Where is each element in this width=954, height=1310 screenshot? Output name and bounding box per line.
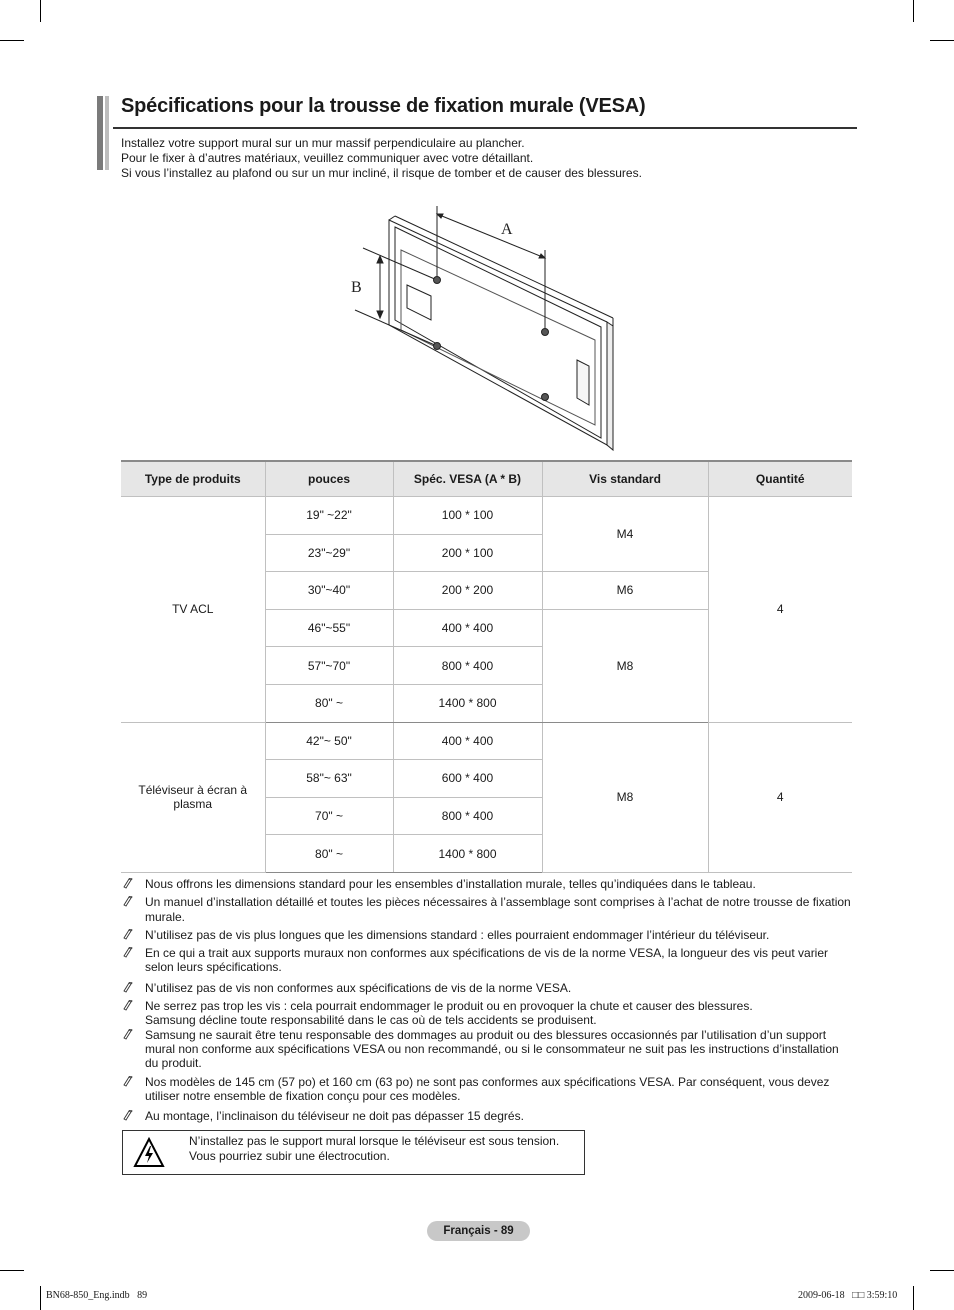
note-icon: [123, 896, 133, 907]
screw-cell: M8: [542, 609, 708, 722]
vesa-cell: 400 * 400: [393, 722, 542, 760]
list-item: [121, 1075, 853, 1104]
inches-cell: 46"~55": [265, 609, 393, 647]
crop-mark: [930, 1270, 954, 1271]
note-text: Samsung décline toute responsabilité dans le cas où de tels accidents se produisent.: [145, 1013, 597, 1028]
inches-cell: 80" ~: [265, 684, 393, 722]
product-type-cell: Téléviseur à écran à plasma: [121, 722, 265, 872]
vesa-spec-table: [121, 460, 852, 873]
crop-mark: [40, 0, 41, 22]
note-text: Au montage, l’inclinaison du téléviseur ne doit pas dépasser 15 degrés.: [145, 1109, 524, 1124]
list-item: [121, 1109, 853, 1123]
page-title: Spécifications pour la trousse de fixation murale (VESA): [121, 95, 646, 117]
dimension-a-label: A: [501, 221, 513, 238]
header-standard-screw: Vis standard: [542, 461, 708, 497]
header-quantity: Quantité: [708, 461, 852, 497]
note-text: Nous offrons les dimensions standard pour les ensembles d’installation murale, telles qu’indiquées dans le tableau.: [145, 877, 756, 891]
vesa-cell: 1400 * 800: [393, 684, 542, 722]
warning-box: [122, 1130, 585, 1175]
title-accent-bar: [97, 96, 103, 170]
crop-mark: [913, 0, 914, 22]
electric-shock-warning-icon: [133, 1137, 165, 1169]
list-item: [121, 877, 853, 891]
inches-cell: 70" ~: [265, 797, 393, 835]
note-icon: [123, 929, 133, 940]
note-icon: [123, 1029, 133, 1040]
vesa-cell: 100 * 100: [393, 497, 542, 535]
list-item: [121, 946, 853, 975]
inches-cell: 42"~ 50": [265, 722, 393, 760]
vesa-cell: 1400 * 800: [393, 835, 542, 873]
note-text: Samsung ne saurait être tenu responsable des dommages au produit ou des blessures occasionnés par l’utilisation d’un support mural non conforme aux spécifications VESA ou non recommandé, ou si le consommateur ne suit pas les instructions d’installation du produit.: [145, 1027, 839, 1071]
table-row: [121, 722, 852, 760]
quantity-cell: 4: [708, 497, 852, 723]
warning-line: Vous pourriez subir une électrocution.: [189, 1149, 390, 1163]
list-item: [121, 928, 853, 942]
quantity-cell: 4: [708, 722, 852, 872]
intro-line: Si vous l’installez au plafond ou sur un mur incliné, il risque de tomber et de causer des blessures.: [121, 166, 642, 180]
inches-cell: 23"~29": [265, 534, 393, 572]
title-accent-bar: [105, 96, 109, 170]
note-icon: [123, 1110, 133, 1121]
notes-list: [121, 877, 853, 1127]
crop-mark: [930, 40, 954, 41]
product-type-cell: TV ACL: [121, 497, 265, 723]
screw-cell: M4: [542, 497, 708, 572]
footer-date-info: 2009-06-18 □□ 3:59:10: [798, 1290, 898, 1301]
crop-mark: [0, 40, 24, 41]
vesa-cell: 400 * 400: [393, 609, 542, 647]
vesa-cell: 200 * 100: [393, 534, 542, 572]
note-text: N’utilisez pas de vis non conformes aux spécifications de vis de la norme VESA.: [145, 980, 572, 995]
note-text: Ne serrez pas trop les vis : cela pourrait endommager le produit ou en provoquer la chute et causer des blessures.: [145, 999, 753, 1014]
note-text: Nos modèles de 145 cm (57 po) et 160 cm (63 po) ne sont pas conformes aux spécifications VESA. Par conséquent, vous devez utiliser notre ensemble de fixation conçu pour ces modèles.: [145, 1074, 830, 1103]
note-text: En ce qui a trait aux supports muraux non conformes aux spécifications de vis de la norme VESA, la longueur des vis peut varier selon leurs spécifications.: [145, 946, 829, 975]
crop-mark: [913, 1286, 914, 1310]
table-header-row: [121, 461, 852, 497]
note-icon: [123, 982, 133, 993]
tv-back-illustration: [345, 200, 625, 455]
title-rule: [113, 127, 857, 129]
list-item: [121, 1028, 853, 1071]
header-inches: pouces: [265, 461, 393, 497]
intro-text: [121, 136, 642, 181]
vesa-cell: 600 * 400: [393, 760, 542, 798]
note-icon: [123, 1000, 133, 1011]
dimension-b-label: B: [351, 279, 362, 296]
vesa-cell: 800 * 400: [393, 797, 542, 835]
screw-cell: M6: [542, 572, 708, 610]
note-text: N’utilisez pas de vis plus longues que les dimensions standard : elles pourraient endommager l’intérieur du téléviseur.: [145, 927, 770, 942]
list-item: [121, 999, 853, 1013]
screw-cell: M8: [542, 722, 708, 872]
vesa-cell: 200 * 200: [393, 572, 542, 610]
page-number-badge: Français - 89: [427, 1221, 530, 1241]
list-item: [121, 981, 853, 995]
inches-cell: 58"~ 63": [265, 760, 393, 798]
warning-text: [189, 1134, 559, 1164]
header-vesa-spec: Spéc. VESA (A * B): [393, 461, 542, 497]
vesa-cell: 800 * 400: [393, 647, 542, 685]
list-item-continuation: [121, 1013, 853, 1027]
crop-mark: [0, 1270, 24, 1271]
crop-mark: [40, 1286, 41, 1310]
inches-cell: 30"~40": [265, 572, 393, 610]
intro-line: Pour le fixer à d’autres matériaux, veuillez communiquer avec votre détaillant.: [121, 151, 534, 165]
intro-line: Installez votre support mural sur un mur massif perpendiculaire au plancher.: [121, 136, 525, 150]
footer-file-info: BN68-850_Eng.indb 89: [46, 1290, 148, 1301]
note-icon: [123, 878, 133, 889]
table-row: [121, 497, 852, 535]
warning-line: N’installez pas le support mural lorsque le téléviseur est sous tension.: [189, 1134, 560, 1148]
note-icon: [123, 947, 133, 958]
header-product-type: Type de produits: [121, 461, 265, 497]
list-item: [121, 895, 853, 924]
inches-cell: 57"~70": [265, 647, 393, 685]
inches-cell: 19" ~22": [265, 497, 393, 535]
inches-cell: 80" ~: [265, 835, 393, 873]
note-text: Un manuel d’installation détaillé et toutes les pièces nécessaires à l’assemblage sont comprises à l’achat de notre trousse de fixation murale.: [145, 895, 851, 924]
note-icon: [123, 1076, 133, 1087]
tv-back-diagram: [345, 200, 625, 455]
